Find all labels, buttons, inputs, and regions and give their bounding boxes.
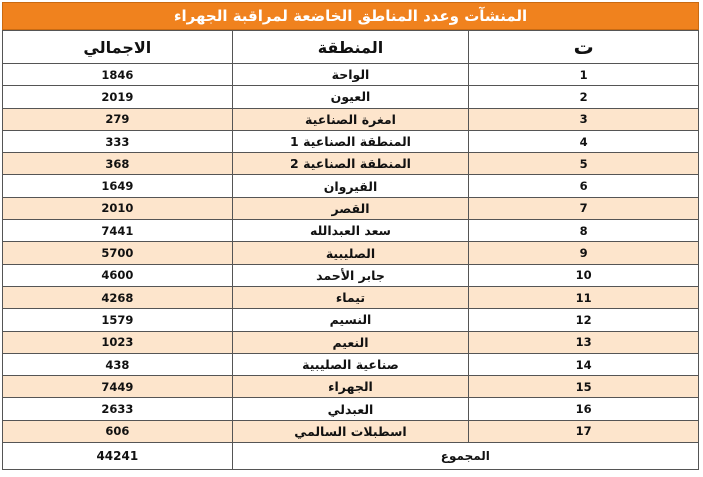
header-area: المنطقة bbox=[232, 31, 469, 64]
row-number: 4 bbox=[469, 130, 699, 152]
table-title: المنشآت وعدد المناطق الخاضعة لمراقبة الجهراء bbox=[2, 2, 699, 30]
summary-total: 44241 bbox=[3, 443, 233, 470]
row-number: 17 bbox=[469, 420, 699, 442]
row-number: 13 bbox=[469, 331, 699, 353]
row-area: تيماء bbox=[232, 286, 469, 308]
table-row bbox=[3, 153, 699, 175]
row-number: 2 bbox=[469, 86, 699, 108]
summary-row bbox=[3, 443, 699, 470]
row-area: الصليبية bbox=[232, 242, 469, 264]
table-row bbox=[3, 242, 699, 264]
row-area: المنطقة الصناعية 2 bbox=[232, 153, 469, 175]
table-row bbox=[3, 331, 699, 353]
header-total: الاجمالي bbox=[3, 31, 233, 64]
row-area: النعيم bbox=[232, 331, 469, 353]
row-total: 606 bbox=[3, 420, 233, 442]
row-area: اسطبلات السالمي bbox=[232, 420, 469, 442]
summary-label: المجموع bbox=[232, 443, 698, 470]
row-number: 11 bbox=[469, 286, 699, 308]
row-total: 1023 bbox=[3, 331, 233, 353]
row-number: 5 bbox=[469, 153, 699, 175]
row-total: 438 bbox=[3, 353, 233, 375]
row-number: 16 bbox=[469, 398, 699, 420]
row-total: 279 bbox=[3, 108, 233, 130]
row-number: 7 bbox=[469, 197, 699, 219]
row-area: العبدلي bbox=[232, 398, 469, 420]
table-row bbox=[3, 197, 699, 219]
table-row bbox=[3, 108, 699, 130]
row-total: 5700 bbox=[3, 242, 233, 264]
row-area: جابر الأحمد bbox=[232, 264, 469, 286]
row-area: امغرة الصناعية bbox=[232, 108, 469, 130]
table-row bbox=[3, 86, 699, 108]
row-number: 10 bbox=[469, 264, 699, 286]
table-row bbox=[3, 376, 699, 398]
row-area: العيون bbox=[232, 86, 469, 108]
row-number: 3 bbox=[469, 108, 699, 130]
row-total: 7441 bbox=[3, 220, 233, 242]
row-area: المنطقة الصناعية 1 bbox=[232, 130, 469, 152]
row-total: 1846 bbox=[3, 64, 233, 86]
facilities-table bbox=[2, 30, 699, 470]
row-number: 6 bbox=[469, 175, 699, 197]
row-area: صناعية الصليبية bbox=[232, 353, 469, 375]
table-row bbox=[3, 286, 699, 308]
row-total: 2633 bbox=[3, 398, 233, 420]
row-number: 15 bbox=[469, 376, 699, 398]
row-number: 1 bbox=[469, 64, 699, 86]
header-row bbox=[3, 31, 699, 64]
table-row bbox=[3, 220, 699, 242]
row-number: 9 bbox=[469, 242, 699, 264]
row-total: 4268 bbox=[3, 286, 233, 308]
table-row bbox=[3, 420, 699, 442]
row-total: 333 bbox=[3, 130, 233, 152]
row-total: 7449 bbox=[3, 376, 233, 398]
row-area: الجهراء bbox=[232, 376, 469, 398]
row-area: النسيم bbox=[232, 309, 469, 331]
header-number: ت bbox=[469, 31, 699, 64]
row-total: 4600 bbox=[3, 264, 233, 286]
row-number: 14 bbox=[469, 353, 699, 375]
row-total: 1579 bbox=[3, 309, 233, 331]
row-area: الواحة bbox=[232, 64, 469, 86]
row-number: 8 bbox=[469, 220, 699, 242]
row-total: 2019 bbox=[3, 86, 233, 108]
table-row bbox=[3, 264, 699, 286]
row-area: القيروان bbox=[232, 175, 469, 197]
row-number: 12 bbox=[469, 309, 699, 331]
table-row bbox=[3, 309, 699, 331]
table-row bbox=[3, 353, 699, 375]
table-row bbox=[3, 175, 699, 197]
row-total: 1649 bbox=[3, 175, 233, 197]
row-total: 368 bbox=[3, 153, 233, 175]
table-container bbox=[2, 2, 699, 470]
row-total: 2010 bbox=[3, 197, 233, 219]
row-area: سعد العبدالله bbox=[232, 220, 469, 242]
table-row bbox=[3, 64, 699, 86]
row-area: القصر bbox=[232, 197, 469, 219]
table-row bbox=[3, 398, 699, 420]
table-row bbox=[3, 130, 699, 152]
